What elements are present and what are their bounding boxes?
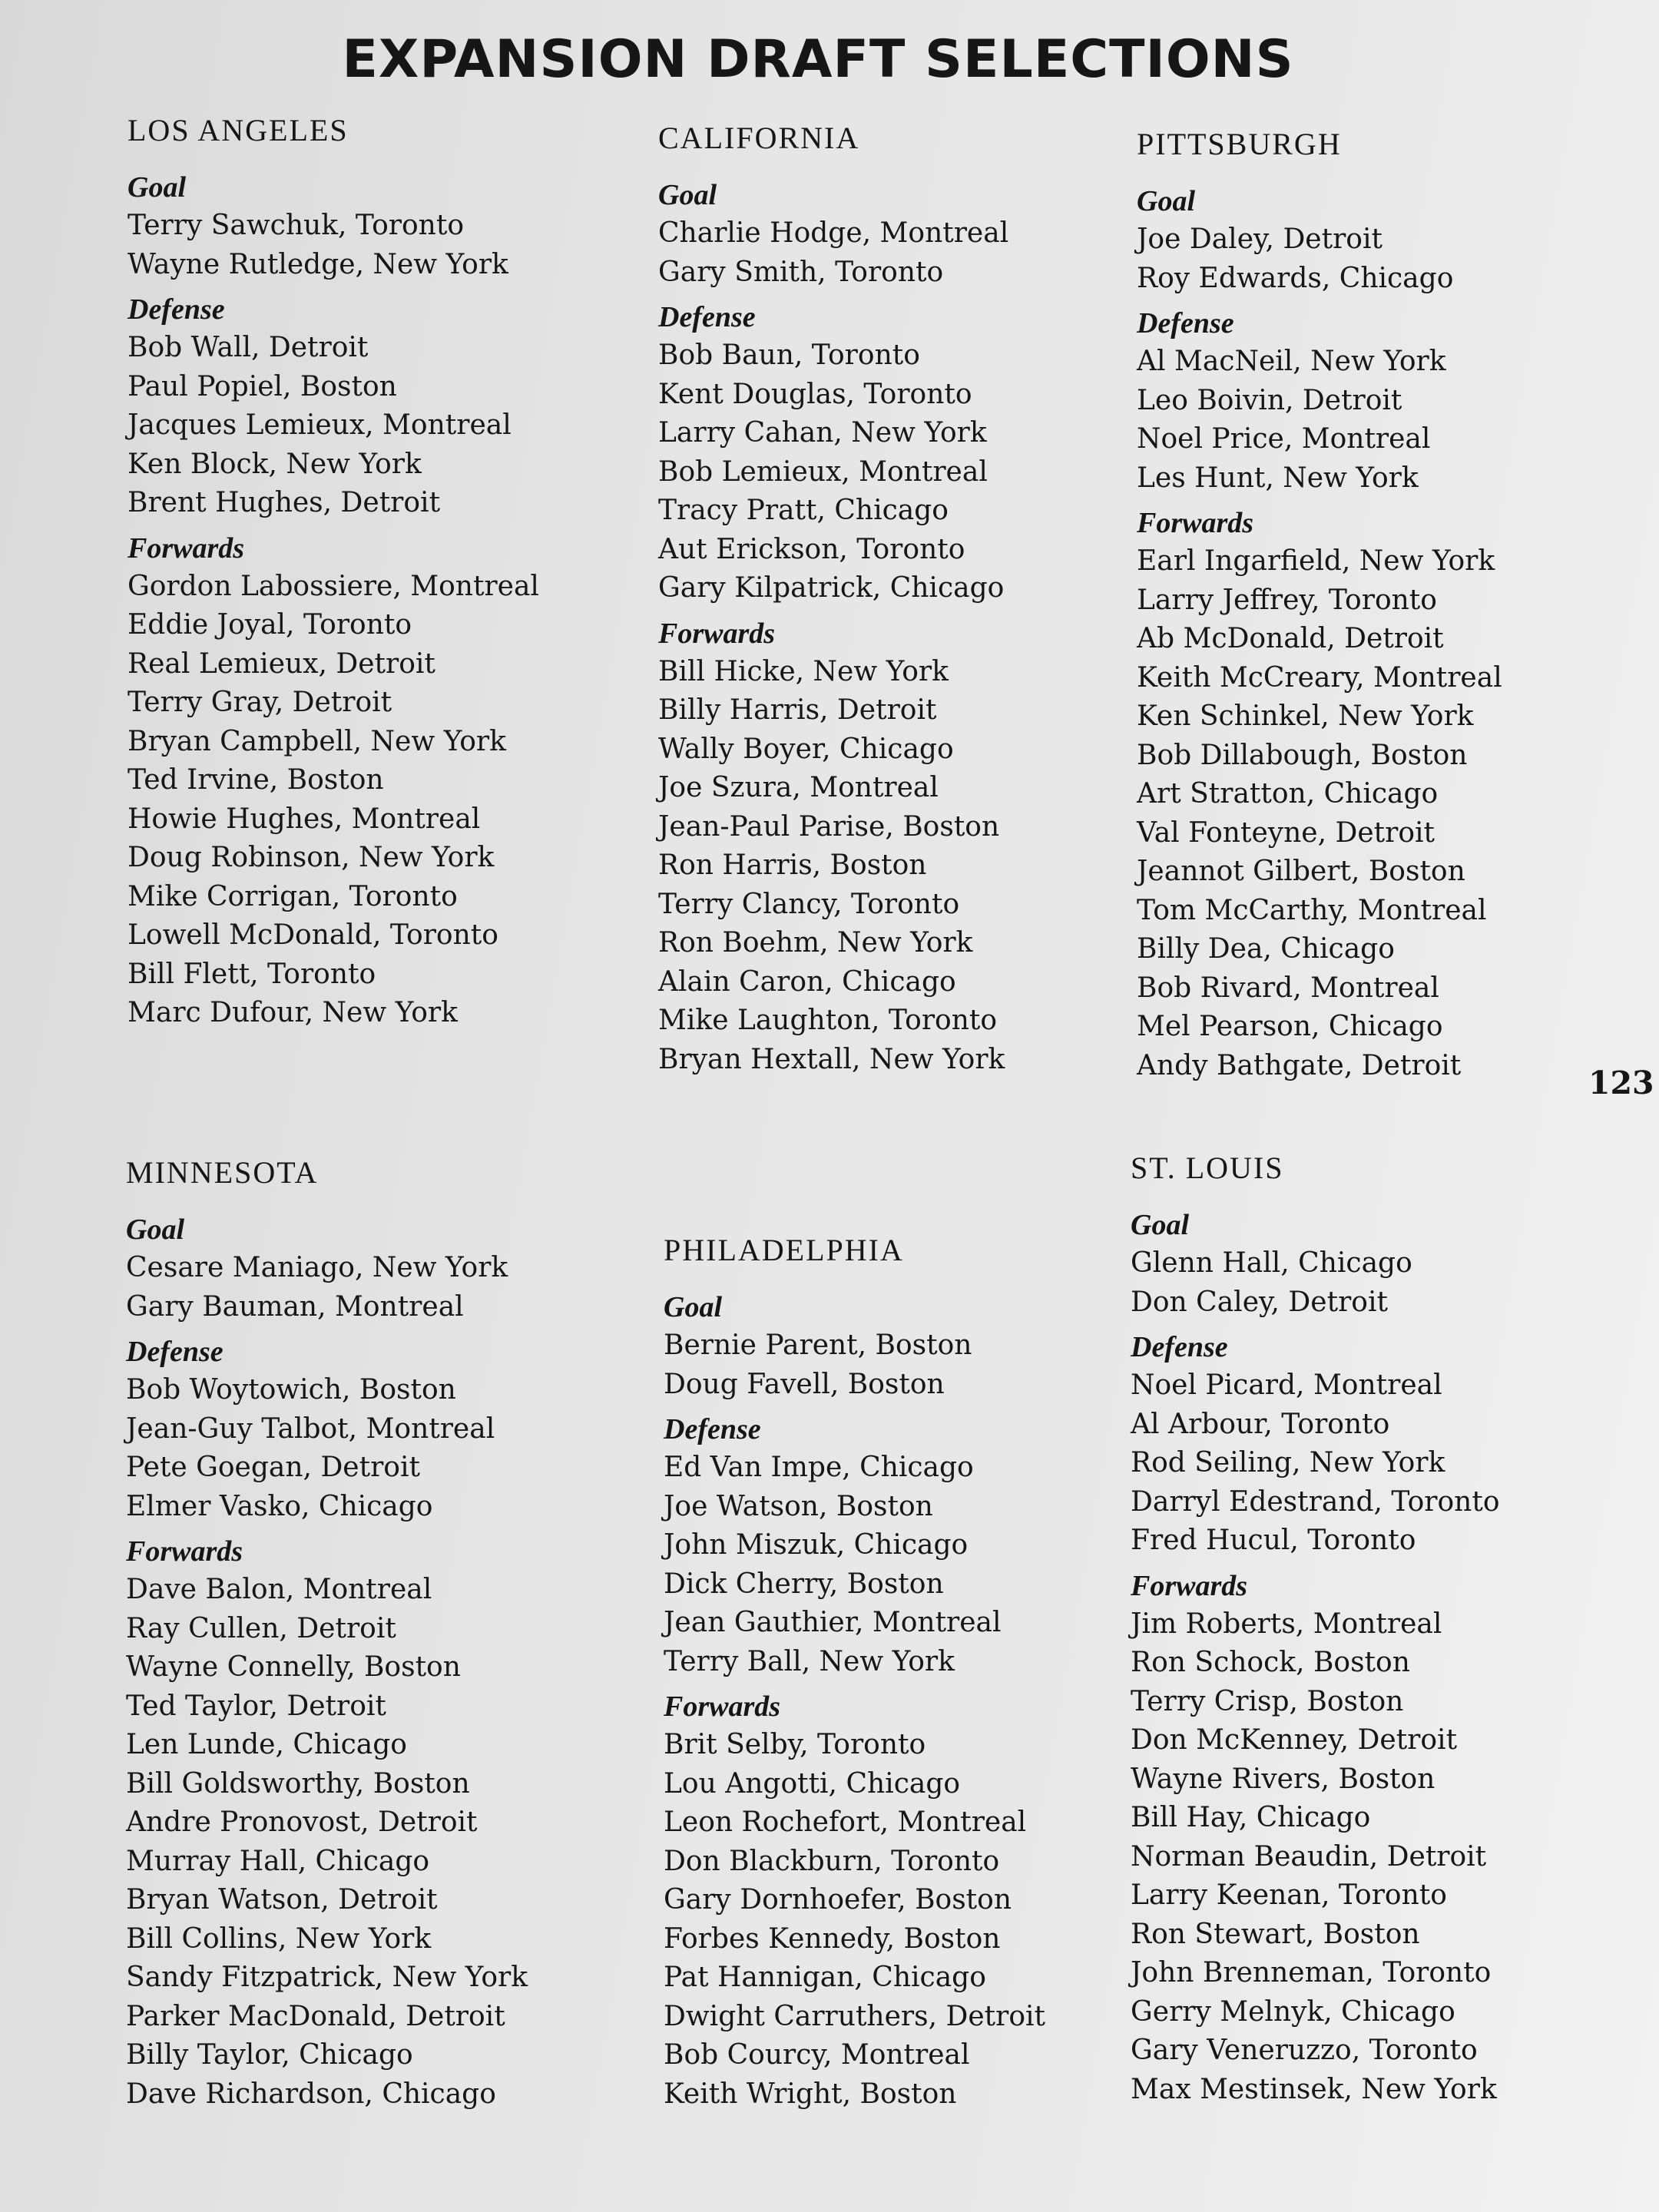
player-entry: Bryan Campbell, New York (127, 725, 506, 757)
player-entry: Kent Douglas, Toronto (658, 378, 972, 410)
player-entry: Billy Taylor, Chicago (126, 2039, 413, 2071)
player-entry: Andy Bathgate, Detroit (1137, 1049, 1462, 1081)
player-entry: Terry Clancy, Toronto (658, 888, 960, 920)
player-entry: Bob Rivard, Montreal (1137, 972, 1439, 1004)
defense-section (126, 1333, 528, 1526)
player-entry: Bill Hay, Chicago (1131, 1802, 1371, 1833)
player-entry: Bob Baun, Toronto (658, 339, 920, 371)
defense-section (127, 290, 539, 523)
player-entry: Ken Schinkel, New York (1137, 700, 1474, 732)
player-entry: Roy Edwards, Chicago (1137, 262, 1454, 294)
player-entry: Forbes Kennedy, Boston (664, 1922, 1001, 1955)
player-entry: Don Caley, Detroit (1131, 1286, 1388, 1318)
player-entry: Glenn Hall, Chicago (1131, 1247, 1412, 1279)
forwards-heading: Forwards (127, 531, 245, 565)
player-entry: Dave Balon, Montreal (126, 1574, 432, 1605)
goal-section (126, 1210, 528, 1326)
goal-section (1137, 182, 1502, 298)
forwards-heading: Forwards (126, 1535, 243, 1568)
player-entry: Leo Boivin, Detroit (1137, 384, 1402, 416)
forwards-heading: Forwards (1131, 1569, 1248, 1602)
player-entry: Gary Dornhoefer, Boston (664, 1884, 1012, 1916)
team-philadelphia (664, 1230, 1045, 2120)
player-entry: Jeannot Gilbert, Boston (1137, 856, 1465, 887)
player-entry: Earl Ingarfield, New York (1137, 545, 1495, 577)
player-entry: Joe Daley, Detroit (1137, 224, 1382, 255)
player-entry: Mike Laughton, Toronto (658, 1005, 998, 1036)
goal-heading: Goal (126, 1214, 184, 1246)
player-entry: Max Mestinsek, New York (1131, 2073, 1497, 2105)
player-entry: Gary Veneruzzo, Toronto (1131, 2035, 1478, 2066)
player-entry: Charlie Hodge, Montreal (658, 217, 1009, 249)
player-entry: Ron Harris, Boston (658, 849, 927, 881)
goal-heading: Goal (1131, 1209, 1189, 1241)
player-entry: Paul Popiel, Boston (127, 370, 397, 402)
player-entry: Wayne Rivers, Boston (1131, 1763, 1435, 1795)
player-entry: Noel Price, Montreal (1137, 423, 1431, 455)
player-entry: Joe Watson, Boston (664, 1490, 933, 1522)
player-entry: Wayne Connelly, Boston (126, 1651, 461, 1683)
player-entry: Howie Hughes, Montreal (127, 803, 481, 835)
player-entry: Bob Courcy, Montreal (664, 2039, 970, 2071)
player-entry: Lowell McDonald, Toronto (127, 919, 498, 951)
player-entry: Ab McDonald, Detroit (1137, 623, 1444, 654)
player-entry: John Miszuk, Chicago (664, 1529, 969, 1561)
player-entry: Gerry Melnyk, Chicago (1131, 1995, 1455, 2028)
player-entry: Al MacNeil, New York (1137, 346, 1446, 377)
forwards-section (1131, 1567, 1500, 2110)
forwards-section (127, 529, 539, 1033)
defense-section (658, 298, 1008, 608)
player-entry: Andre Pronovost, Detroit (126, 1806, 478, 1838)
player-entry: Don McKenney, Detroit (1131, 1724, 1458, 1756)
player-entry: Gary Bauman, Montreal (126, 1290, 464, 1323)
player-entry: Brit Selby, Toronto (664, 1729, 926, 1760)
player-entry: Pete Goegan, Detroit (126, 1452, 420, 1483)
goal-heading: Goal (658, 179, 717, 211)
player-entry: Pat Hannigan, Chicago (664, 1962, 986, 1993)
player-entry: Larry Cahan, New York (658, 417, 987, 449)
player-entry: Larry Jeffrey, Toronto (1137, 584, 1437, 616)
page-number: 123 (1588, 1065, 1654, 1101)
player-entry: Terry Sawchuk, Toronto (127, 210, 464, 241)
player-entry: Noel Picard, Montreal (1131, 1369, 1442, 1401)
goal-heading: Goal (664, 1291, 722, 1323)
defense-heading: Defense (664, 1413, 761, 1445)
player-entry: Bob Woytowich, Boston (126, 1374, 456, 1406)
player-entry: Bob Lemieux, Montreal (658, 455, 988, 488)
player-entry: Terry Crisp, Boston (1131, 1685, 1404, 1717)
team-los-angeles (127, 110, 539, 1039)
player-entry: Val Fonteyne, Detroit (1137, 816, 1435, 849)
player-entry: Tracy Pratt, Chicago (658, 495, 949, 526)
team-name: MINNESOTA (126, 1155, 319, 1190)
player-entry: Mike Corrigan, Toronto (127, 880, 458, 912)
player-entry: Len Lunde, Chicago (126, 1729, 407, 1760)
defense-heading: Defense (658, 301, 756, 333)
team-california (658, 118, 1008, 1085)
player-entry: Fred Hucul, Toronto (1131, 1525, 1416, 1556)
player-entry: Art Stratton, Chicago (1137, 778, 1439, 810)
player-entry: Parker MacDonald, Detroit (126, 2000, 505, 2032)
player-entry: Jean-Paul Parise, Boston (658, 810, 1000, 843)
player-entry: Elmer Vasko, Chicago (126, 1490, 433, 1522)
player-entry: Darryl Edestrand, Toronto (1131, 1485, 1500, 1518)
forwards-heading: Forwards (1137, 507, 1254, 539)
player-entry: Bernie Parent, Boston (664, 1330, 972, 1361)
player-entry: Ken Block, New York (127, 448, 422, 480)
team-st-louis (1131, 1147, 1500, 2115)
player-entry: Bill Goldsworthy, Boston (126, 1767, 470, 1800)
player-entry: Alain Caron, Chicago (658, 965, 956, 998)
player-entry: Dick Cherry, Boston (664, 1568, 944, 1600)
team-name: CALIFORNIA (658, 121, 860, 155)
team-pittsburgh (1137, 124, 1502, 1091)
player-entry: Don Blackburn, Toronto (664, 1845, 1000, 1877)
forwards-section (1137, 504, 1502, 1085)
player-entry: Dwight Carruthers, Detroit (664, 2000, 1045, 2032)
player-entry: Gary Smith, Toronto (658, 256, 944, 288)
player-entry: Billy Dea, Chicago (1137, 933, 1395, 965)
team-name: LOS ANGELES (127, 113, 349, 147)
player-entry: Eddie Joyal, Toronto (127, 609, 412, 641)
player-entry: Ed Van Impe, Chicago (664, 1452, 974, 1483)
forwards-heading: Forwards (658, 617, 776, 650)
player-entry: Larry Keenan, Toronto (1131, 1879, 1447, 1911)
goal-section (664, 1288, 1045, 1404)
team-name: PITTSBURGH (1137, 127, 1342, 161)
player-entry: Keith Wright, Boston (664, 2078, 957, 2110)
goal-section (1131, 1206, 1500, 1322)
player-entry: Bryan Hextall, New York (658, 1043, 1005, 1075)
player-entry: Ray Cullen, Detroit (126, 1612, 396, 1644)
player-entry: Marc Dufour, New York (127, 997, 458, 1028)
defense-heading: Defense (126, 1336, 224, 1368)
player-entry: Bob Dillabough, Boston (1137, 739, 1468, 771)
player-entry: Bill Hicke, New York (658, 655, 949, 687)
defense-section (1131, 1328, 1500, 1561)
player-entry: Aut Erickson, Toronto (658, 533, 965, 565)
player-entry: Norman Beaudin, Detroit (1131, 1840, 1487, 1873)
player-entry: Billy Harris, Detroit (658, 694, 937, 726)
forwards-heading: Forwards (664, 1690, 781, 1723)
player-entry: Ron Boehm, New York (658, 927, 973, 959)
player-entry: Ron Schock, Boston (1131, 1647, 1410, 1678)
player-entry: Dave Richardson, Chicago (126, 2078, 496, 2110)
player-entry: Lou Angotti, Chicago (664, 1767, 961, 1800)
team-name: ST. LOUIS (1131, 1151, 1284, 1185)
defense-heading: Defense (1137, 307, 1234, 339)
defense-section (1137, 304, 1502, 498)
defense-heading: Defense (1131, 1331, 1228, 1363)
goal-section (658, 176, 1008, 292)
player-entry: Tom McCarthy, Montreal (1137, 894, 1487, 926)
player-entry: Wayne Rutledge, New York (127, 248, 508, 280)
player-entry: John Brenneman, Toronto (1131, 1957, 1492, 1988)
player-entry: Terry Gray, Detroit (127, 687, 392, 718)
player-entry: Bryan Watson, Detroit (126, 1884, 438, 1916)
player-entry: Leon Rochefort, Montreal (664, 1806, 1027, 1838)
goal-heading: Goal (127, 171, 186, 204)
forwards-section (126, 1532, 528, 2114)
player-entry: Sandy Fitzpatrick, New York (126, 1962, 528, 1993)
forwards-section (658, 614, 1008, 1080)
player-entry: Rod Seiling, New York (1131, 1447, 1445, 1479)
player-entry: Keith McCreary, Montreal (1137, 661, 1502, 694)
player-entry: Les Hunt, New York (1137, 462, 1419, 494)
player-entry: Cesare Maniago, New York (126, 1252, 508, 1283)
goal-heading: Goal (1137, 185, 1195, 217)
player-entry: Doug Favell, Boston (664, 1368, 945, 1400)
player-entry: Jean-Guy Talbot, Montreal (126, 1412, 495, 1445)
player-entry: Gordon Labossiere, Montreal (127, 570, 539, 602)
player-entry: Jacques Lemieux, Montreal (127, 409, 512, 441)
player-entry: Al Arbour, Toronto (1131, 1408, 1390, 1440)
player-entry: Murray Hall, Chicago (126, 1845, 430, 1877)
player-entry: Ron Stewart, Boston (1131, 1918, 1420, 1950)
player-entry: Brent Hughes, Detroit (127, 487, 441, 518)
player-entry: Doug Robinson, New York (127, 842, 495, 873)
player-entry: Real Lemieux, Detroit (127, 647, 435, 680)
player-entry: Bob Wall, Detroit (127, 332, 369, 363)
defense-section (664, 1410, 1045, 1681)
goal-section (127, 168, 539, 284)
team-minnesota (126, 1152, 528, 2120)
page-title: EXPANSION DRAFT SELECTIONS (342, 29, 1294, 90)
defense-heading: Defense (127, 293, 225, 326)
player-entry: Ted Taylor, Detroit (126, 1690, 386, 1722)
forwards-section (664, 1687, 1045, 2114)
player-entry: Bill Flett, Toronto (127, 958, 376, 990)
player-entry: Mel Pearson, Chicago (1137, 1011, 1443, 1042)
player-entry: Joe Szura, Montreal (658, 772, 939, 803)
player-entry: Bill Collins, New York (126, 1922, 432, 1955)
player-entry: Terry Ball, New York (664, 1645, 955, 1677)
team-name: PHILADELPHIA (664, 1233, 904, 1267)
player-entry: Jim Roberts, Montreal (1131, 1608, 1442, 1640)
player-entry: Jean Gauthier, Montreal (664, 1607, 1002, 1638)
player-entry: Wally Boyer, Chicago (658, 733, 954, 765)
player-entry: Gary Kilpatrick, Chicago (658, 572, 1005, 604)
player-entry: Ted Irvine, Boston (127, 764, 384, 796)
